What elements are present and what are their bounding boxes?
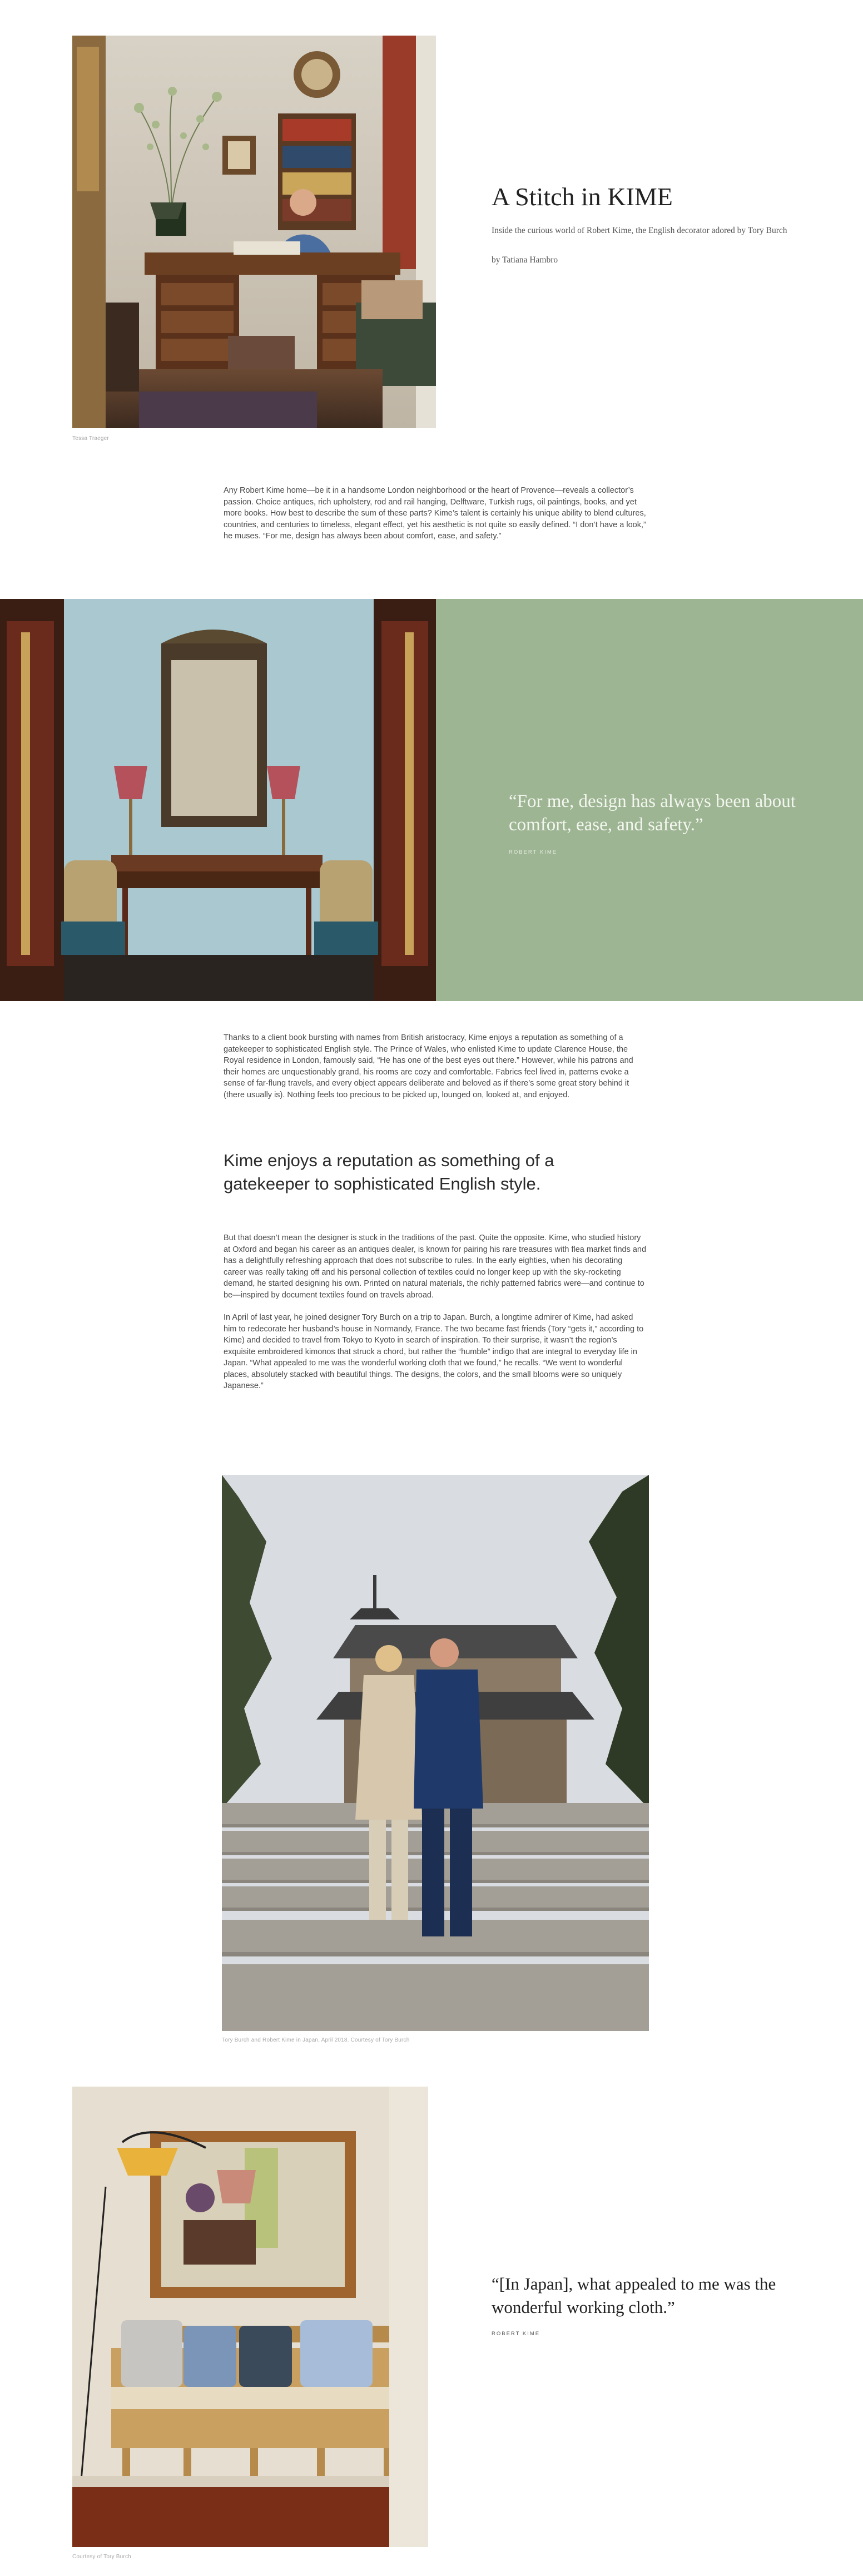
intro-text bbox=[224, 485, 647, 553]
pull-quote: Kime enjoys a reputation as something of a gatekeeper to sophisticated English style. bbox=[224, 1151, 554, 1193]
section2-text bbox=[224, 1032, 647, 1112]
mirror-room-photo-icon bbox=[0, 599, 436, 1001]
article-subtitle: Inside the curious world of Robert Kime, the English decorator adored by Tory Burch bbox=[492, 226, 787, 235]
hero-photo bbox=[72, 36, 436, 428]
interior-photo bbox=[0, 599, 436, 1001]
study-room-photo-icon bbox=[72, 36, 436, 428]
section2-paragraph: Thanks to a client book bursting with names from British aristocracy, Kime enjoys a reputation as something of a gatekeeper to sophisticated English style. The Prince of Wales, who enlisted Kime to update Clarence House, the Royal residence in London, famously said, “He has one of the best eyes out there.” However, while his patrons and their homes are unquestionably grand, his rooms are cozy and comfortable. Fabrics feel lived in, patterns evoke a sense of far-flung travels, and every object appears deliberate and beloved as if there’s some great story behind it (there usually is). Nothing feels too precious to be picked up, lounged on, looked at, and enjoyed. bbox=[224, 1033, 633, 1099]
article-title: A Stitch in KIME bbox=[492, 182, 673, 211]
japan-photo-caption: Tory Burch and Robert Kime in Japan, April 2018. Courtesy of Tory Burch bbox=[222, 2037, 410, 2043]
sofa-room-photo-icon bbox=[72, 2087, 428, 2547]
article-byline: by Tatiana Hambro bbox=[492, 255, 558, 265]
intro-paragraph: Any Robert Kime home—be it in a handsome London neighborhood or the heart of Provence—reveals a collector’s passion. Choice antiques, rich upholstery, rod and rail hanging, Delftware, Turkish rugs, oil paintings, books, and yet more books. How best to describe the sum of these parts? Kime’s talent is certainly his unique ability to blend cultures, countries, and centuries to timeless, elegant effect, yet his aesthetic is not quite so easily defined. “I don’t have a look,” he muses. “For me, design has always been about comfort, ease, and safety.” bbox=[224, 486, 646, 541]
closing-quote: “[In Japan], what appealed to me was the wonderful working cloth.” bbox=[492, 2274, 776, 2317]
sofa-photo bbox=[72, 2087, 428, 2547]
closing-quote-attribution: ROBERT KIME bbox=[492, 2331, 540, 2337]
sofa-photo-caption: Courtesy of Tory Burch bbox=[72, 2554, 131, 2560]
japan-photo bbox=[222, 1475, 649, 2031]
feature-quote-attribution: ROBERT KIME bbox=[509, 849, 558, 855]
section3-text bbox=[224, 1232, 647, 1403]
temple-steps-photo-icon bbox=[222, 1475, 649, 2031]
section3-paragraph-2: In April of last year, he joined designer Tory Burch on a trip to Japan. Burch, a longtime admirer of Kime, had asked him to redecorate her husband’s house in Normandy, France. The two became fast friends (Tory “gets it,” according to Kime) and decided to travel from Tokyo to Kyoto in search of inspiration. To their surprise, it wasn’t the region’s exquisite embroidered kimonos that struck a chord, but rather the “humble” indigo that are integral to everyday life in Japan. “What appealed to me was the wonderful working cloth that we found,” he recalls. “We went to wonderful places, absolutely stacked with beautiful things. The designs, the colors, and the small blooms were so uniquely Japanese.” bbox=[224, 1313, 644, 1390]
hero-photo-caption: Tessa Traeger bbox=[72, 435, 109, 442]
feature-quote: “For me, design has always been about comfort, ease, and safety.” bbox=[509, 791, 796, 835]
section3-paragraph-1: But that doesn’t mean the designer is stuck in the traditions of the past. Quite the opposite. Kime, who studied history at Oxford and began his career as an antiques dealer, is known for pairing his rare treasures with flea market finds and has a delightfully refreshing approach that does not subscribe to rules. In the early eighties, when his decorating career was really taking off and his personal collection of textiles could no longer keep up with the sky-rocketing demand, he started designing his own. Printed on natural materials, the richly patterned fabrics were—and continue to be—inspired by document textiles found on travels abroad. bbox=[224, 1233, 647, 1300]
